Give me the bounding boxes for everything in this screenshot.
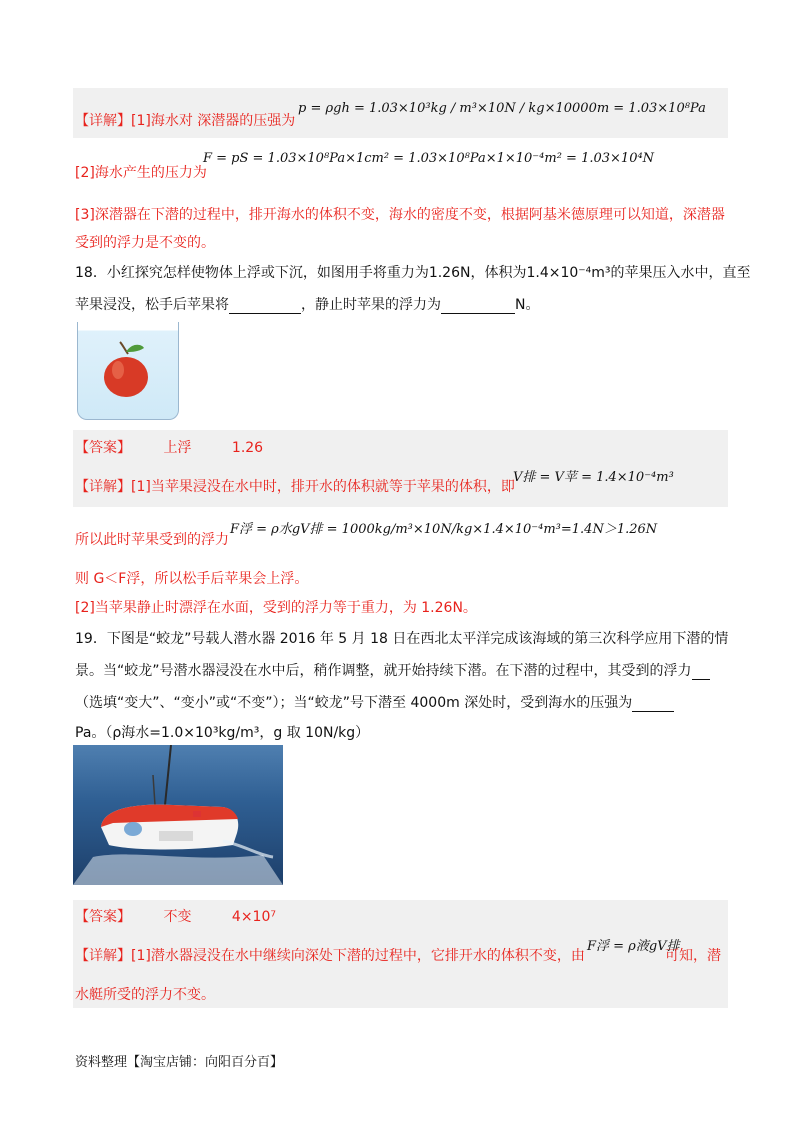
q19-answer-label: 【答案】 — [75, 909, 131, 925]
q18-answer-1: 上浮 — [163, 440, 192, 456]
q18-line2 — [75, 294, 539, 314]
detail-17-p3-line1: [3]深潜器在下潜的过程中，排开海水的体积不变，海水的密度不变，根据阿基米德原理可以知道，深潜器 — [75, 207, 725, 223]
q19-line2 — [75, 660, 710, 680]
q19-formula-buoyancy: F浮 = ρ液gV排 — [587, 939, 680, 954]
q19-blank-1 — [692, 665, 710, 680]
q18-line2-b: ，静止时苹果的浮力为 — [301, 297, 441, 313]
q18-formula-buoyancy: F浮 = ρ水gV排 = 1000kg/m³×10N/kg×1.4×10⁻⁴m³=1.4N＞1.26N — [230, 522, 658, 537]
q19-answer-1: 不变 — [163, 909, 192, 925]
q19-line3-text: （选填“变大”、“变小”或“不变”）；当“蛟龙”号下潜至 4000m 深处时，受到海水的压强为 — [75, 695, 633, 711]
q18-detail-1-label: 【详解】[1]当苹果浸没在水中时，排开水的体积就等于苹果的体积，即 — [75, 479, 515, 495]
q18-blank-1 — [229, 299, 301, 314]
q18-line2-a: 苹果浸没，松手后苹果将 — [75, 297, 229, 313]
q19-detail-1-label: 【详解】[1]潜水器浸没在水中继续向深处下潜的过程中，它排开水的体积不变，由 — [75, 948, 585, 964]
q18-detail-2-label: 所以此时苹果受到的浮力 — [75, 532, 229, 548]
q18-detail-3: 则 G＜F浮，所以松手后苹果会上浮。 — [75, 571, 309, 587]
q19-line3 — [75, 692, 674, 712]
submarine-icon — [73, 745, 283, 885]
q18-blank-2 — [441, 299, 515, 314]
q18-line2-c: N。 — [515, 297, 540, 313]
q19-blank-2 — [632, 697, 674, 712]
q19-detail-2: 水艇所受的浮力不变。 — [75, 987, 215, 1003]
submarine-photo — [73, 745, 283, 885]
detail-17-p3-line2: 受到的浮力是不变的。 — [75, 235, 215, 251]
q19-detail-1-tail: 可知，潜 — [665, 948, 721, 964]
q18-answer-2: 1.26 — [231, 440, 264, 456]
q18-formula-volume: V排 = V苹 = 1.4×10⁻⁴m³ — [513, 470, 674, 485]
q19-line1: 19．下图是“蛟龙”号载人潜水器 2016 年 5 月 18 日在西北太平洋完成该海域的第三次科学应用下潜的情 — [75, 631, 729, 647]
formula-pressure: p = ρgh = 1.03×10³kg / m³×10N / kg×10000m = 1.03×10⁸Pa — [298, 101, 706, 116]
detail-17-p1-label: 【详解】[1]海水对 深潜器的压强为 — [75, 113, 296, 129]
q19-line2-text: 景。当“蛟龙”号潜水器浸没在水中后，稍作调整，就开始持续下潜。在下潜的过程中，其受到的浮力 — [75, 663, 692, 679]
formula-force: F = pS = 1.03×10⁸Pa×1cm² = 1.03×10⁸Pa×1×10⁻⁴m² = 1.03×10⁴N — [203, 151, 655, 166]
q18-line1: 18．小红探究怎样使物体上浮或下沉，如图用手将重力为1.26N，体积为1.4×10⁻⁴m³的苹果压入水中，直至 — [75, 265, 751, 281]
q19-answer-2: 4×10⁷ — [231, 909, 276, 925]
footer-source: 资料整理【淘宝店铺：向阳百分百】 — [75, 1055, 284, 1070]
apple-icon — [78, 322, 178, 419]
beaker-illustration — [77, 322, 179, 420]
q18-answer-label: 【答案】 — [75, 440, 131, 456]
detail-17-p2-label: [2]海水产生的压力为 — [75, 165, 207, 181]
q18-detail-4: [2]当苹果静止时漂浮在水面，受到的浮力等于重力，为 1.26N。 — [75, 600, 477, 616]
q19-line4: Pa。（ρ海水=1.0×10³kg/m³，g 取 10N/kg） — [75, 725, 370, 741]
